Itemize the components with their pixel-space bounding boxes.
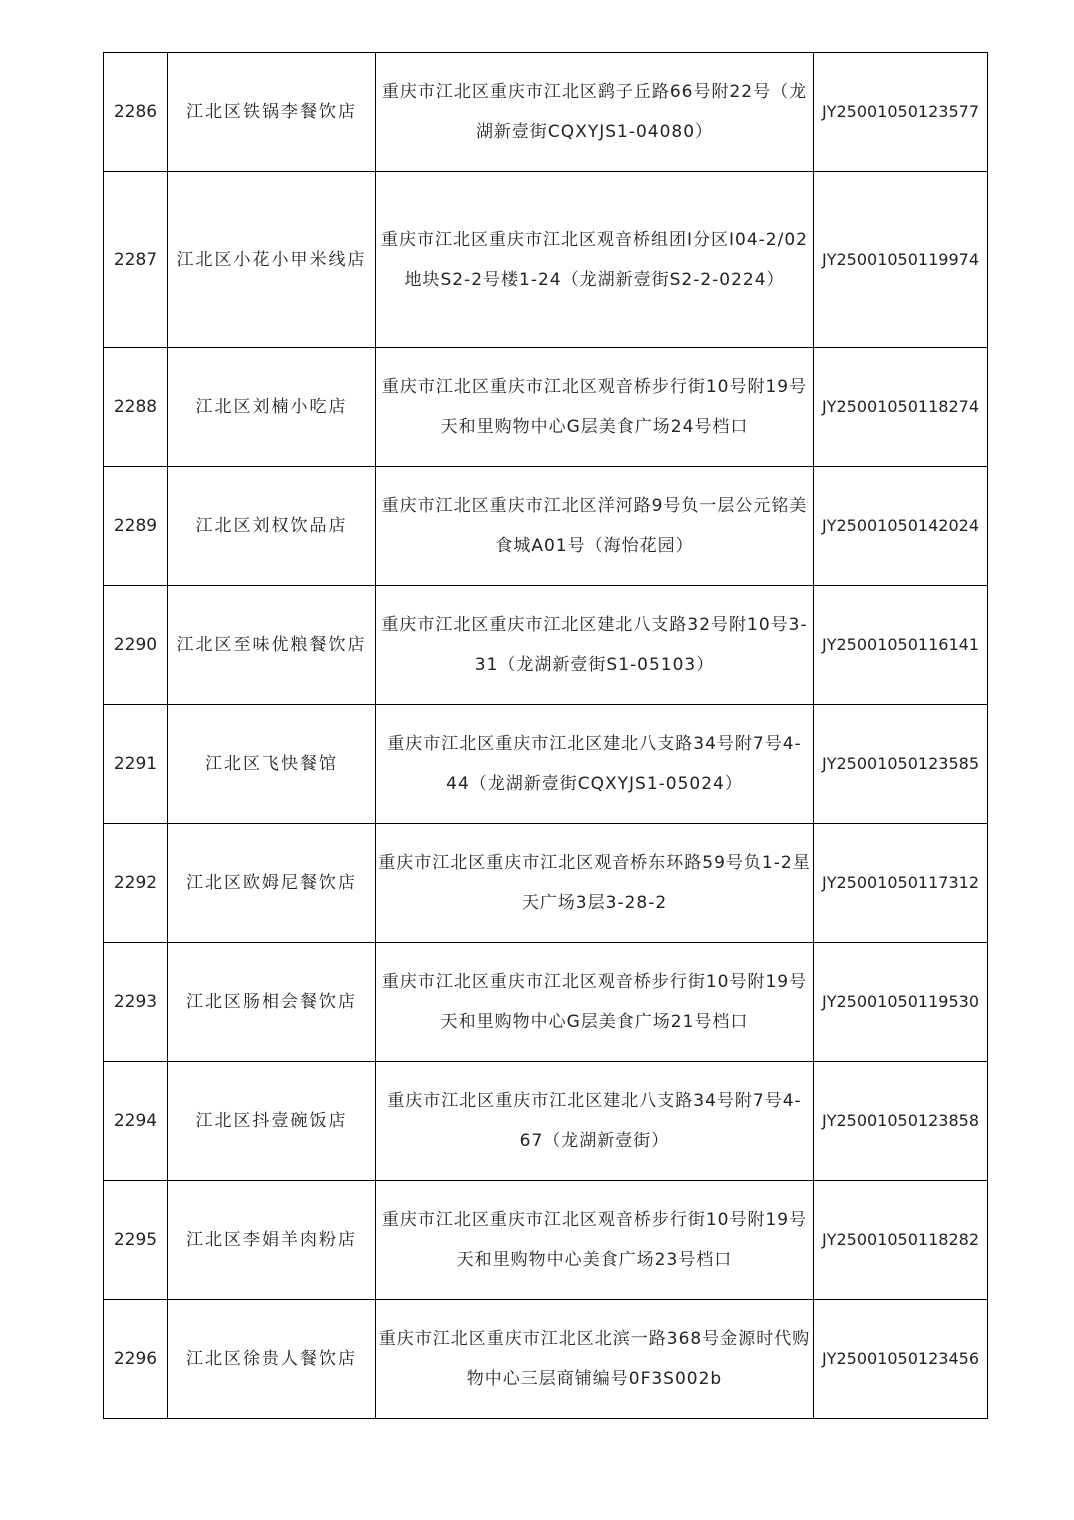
- license-number-cell: JY25001050119530: [814, 943, 988, 1062]
- table-row: [104, 943, 988, 1062]
- address-cell: 重庆市江北区重庆市江北区鹞子丘路66号附22号（龙湖新壹街CQXYJS1-04080）: [376, 53, 814, 172]
- business-name-cell: 江北区小花小甲米线店: [168, 172, 376, 348]
- license-number-cell: JY25001050123577: [814, 53, 988, 172]
- row-number-cell: 2291: [104, 705, 168, 824]
- business-name-cell: 江北区欧姆尼餐饮店: [168, 824, 376, 943]
- row-number-cell: 2294: [104, 1062, 168, 1181]
- table-row: [104, 1062, 988, 1181]
- table-row: [104, 705, 988, 824]
- table-row: [104, 172, 988, 348]
- address-cell: 重庆市江北区重庆市江北区洋河路9号负一层公元铭美食城A01号（海怡花园）: [376, 467, 814, 586]
- license-number-cell: JY25001050123858: [814, 1062, 988, 1181]
- business-name-cell: 江北区李娟羊肉粉店: [168, 1181, 376, 1300]
- business-name-cell: 江北区飞快餐馆: [168, 705, 376, 824]
- row-number-cell: 2292: [104, 824, 168, 943]
- license-number-cell: JY25001050123585: [814, 705, 988, 824]
- business-name-cell: 江北区至味优粮餐饮店: [168, 586, 376, 705]
- row-number-cell: 2287: [104, 172, 168, 348]
- business-name-cell: 江北区刘权饮品店: [168, 467, 376, 586]
- address-cell: 重庆市江北区重庆市江北区观音桥东环路59号负1-2星天广场3层3-28-2: [376, 824, 814, 943]
- address-cell: 重庆市江北区重庆市江北区观音桥步行街10号附19号天和里购物中心G层美食广场21号档口: [376, 943, 814, 1062]
- license-number-cell: JY25001050142024: [814, 467, 988, 586]
- row-number-cell: 2288: [104, 348, 168, 467]
- business-name-cell: 江北区刘楠小吃店: [168, 348, 376, 467]
- license-number-cell: JY25001050123456: [814, 1300, 988, 1419]
- table-row: [104, 348, 988, 467]
- license-number-cell: JY25001050117312: [814, 824, 988, 943]
- business-name-cell: 江北区徐贵人餐饮店: [168, 1300, 376, 1419]
- address-cell: 重庆市江北区重庆市江北区观音桥步行街10号附19号天和里购物中心G层美食广场24号档口: [376, 348, 814, 467]
- business-name-cell: 江北区抖壹碗饭店: [168, 1062, 376, 1181]
- license-table: [103, 52, 988, 1419]
- license-number-cell: JY25001050116141: [814, 586, 988, 705]
- table-body: [104, 53, 988, 1419]
- row-number-cell: 2290: [104, 586, 168, 705]
- table-row: [104, 1181, 988, 1300]
- license-number-cell: JY25001050118282: [814, 1181, 988, 1300]
- row-number-cell: 2289: [104, 467, 168, 586]
- address-cell: 重庆市江北区重庆市江北区建北八支路32号附10号3-31（龙湖新壹街S1-05103）: [376, 586, 814, 705]
- license-number-cell: JY25001050118274: [814, 348, 988, 467]
- table-row: [104, 824, 988, 943]
- row-number-cell: 2296: [104, 1300, 168, 1419]
- table-row: [104, 53, 988, 172]
- business-name-cell: 江北区肠相会餐饮店: [168, 943, 376, 1062]
- row-number-cell: 2295: [104, 1181, 168, 1300]
- address-cell: 重庆市江北区重庆市江北区北滨一路368号金源时代购物中心三层商铺编号0F3S002b: [376, 1300, 814, 1419]
- license-number-cell: JY25001050119974: [814, 172, 988, 348]
- address-cell: 重庆市江北区重庆市江北区建北八支路34号附7号4-67（龙湖新壹街）: [376, 1062, 814, 1181]
- row-number-cell: 2293: [104, 943, 168, 1062]
- address-cell: 重庆市江北区重庆市江北区观音桥步行街10号附19号天和里购物中心美食广场23号档口: [376, 1181, 814, 1300]
- address-cell: 重庆市江北区重庆市江北区观音桥组团I分区I04-2/02地块S2-2号楼1-24（龙湖新壹街S2-2-0224）: [376, 172, 814, 348]
- business-name-cell: 江北区铁锅李餐饮店: [168, 53, 376, 172]
- address-cell: 重庆市江北区重庆市江北区建北八支路34号附7号4-44（龙湖新壹街CQXYJS1-05024）: [376, 705, 814, 824]
- row-number-cell: 2286: [104, 53, 168, 172]
- table-row: [104, 586, 988, 705]
- table-row: [104, 467, 988, 586]
- table-row: [104, 1300, 988, 1419]
